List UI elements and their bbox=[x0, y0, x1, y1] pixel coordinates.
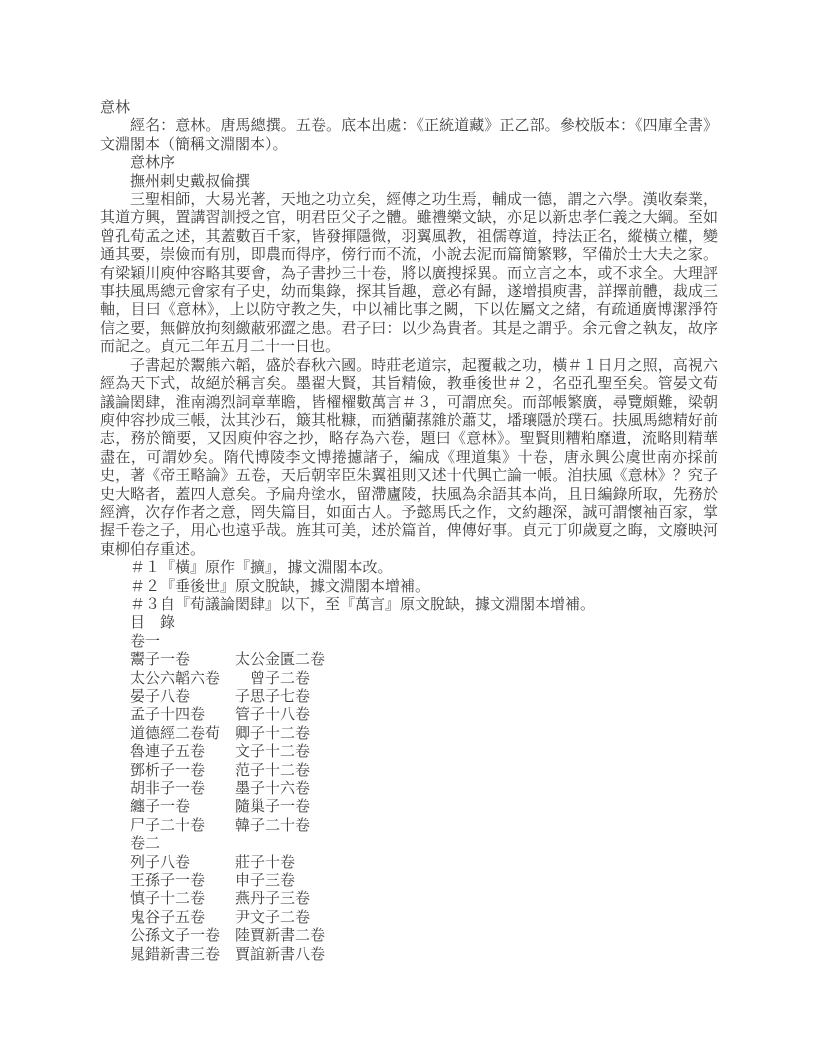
catalog-rows-1 bbox=[100, 651, 718, 835]
catalog-section-2 bbox=[100, 835, 718, 964]
preface-heading: 意林序 bbox=[130, 155, 176, 172]
catalog-heading: 目 錄 bbox=[130, 615, 176, 632]
catalog-section-label: 卷二 bbox=[130, 836, 161, 853]
catalog-row: 胡非子一卷 墨子十六卷 bbox=[130, 781, 311, 798]
catalog-row: 魯連子五卷 文子十二卷 bbox=[130, 744, 311, 761]
catalog-row: 晏子八卷 子思子七卷 bbox=[130, 689, 311, 705]
footnote-line: ＃１『橫』原作『擴』，據文淵閣本改。 bbox=[130, 560, 393, 577]
second-preface-paragraph: 子書起於鬻熊六韜，盛於春秋六國。時莊老道宗，起覆載之功，橫＃１日月之照，高視六經為天下式，故絕於稱言矣。墨翟大賢，其旨精儉，教垂後世＃２，名亞孔聖至矣。管晏文荀議論閎肆，淮南鴻烈詞章華瞻，皆櫂櫂數萬言＃３，可謂庶矣。而部帳繁廣，尋覽頗難，梁朝庾仲容抄成三帳，汰其沙石，簸其枇糠，而猶蘭蓀雜於蕭艾，墦瓖隱於璞石。扶風馬總精好前志，務於簡要，又因庾仲容之抄，略存為六卷，題曰《意林》。聖賢則糟粕靡遺，流略則精華盡在，可謂妙矣。隋代博陵李文博捲攄諸子，編成《理道集》十卷，唐永興公虞世南亦採前史，著《帝王略論》五卷，天后朝宰臣朱翼祖則又述十代興亡論一帳。洎扶風《意林》？究子史大略者，蓋四人意矣。予扁舟塗水，留滯廬陵，扶風為余語其本尚，且日編錄所取，先務於經濟，次存作者之意，罔失篇目，如面古人。予懿馬氏之作，文約趣深，誠可謂懷袖百家，掌握千卷之子，用心也遠乎哉。旌其可美，述於篇首，俾傳好事。貞元丁卯歲夏之晦，文廢映河東柳伯存重述。 bbox=[100, 357, 718, 558]
catalog-row: 尸子二十卷 韓子二十卷 bbox=[130, 817, 311, 834]
catalog-row: 鄧析子一卷 范子十二卷 bbox=[130, 762, 311, 779]
catalog-row: 孟子十四卷 管子十八卷 bbox=[130, 707, 311, 724]
catalog-rows-2 bbox=[100, 854, 718, 964]
footnote-line: ＃２『垂後世』原文脫缺，據文淵閣本增補。 bbox=[130, 578, 431, 595]
doc-title: 意林 bbox=[100, 100, 131, 116]
catalog-row: 鬻子一卷 太公金匱二卷 bbox=[130, 652, 326, 669]
catalog-row: 列子八卷 莊子十卷 bbox=[130, 854, 296, 871]
text-block bbox=[100, 99, 718, 964]
catalog-row: 慎子十二卷 燕丹子三卷 bbox=[130, 891, 311, 908]
catalog-row: 太公六韜六卷 曾子二卷 bbox=[130, 670, 311, 687]
preface-paragraph: 三聖相師，大易光著，天地之功立矣，經傳之功生焉，輔成一德，謂之六學。漢收秦業，其道方興，置講習訓授之官，明君臣父子之體。雖禮樂文缺，亦足以新忠孝仁義之大綱。至如曾孔荀孟之述，其蓋數百千家，皆發揮隱微，羽翼風教，祖儒尊道，持法正名，縱橫立權，變通其要，崇儉而有別，即農而得序，傍行而不流，小說去泥而篇簡繁夥，罕備於士大夫之家。有梁穎川庾仲容略其要會，為子書抄三十卷，將以廣搜採異。而立言之本，或不求全。大理評事扶風馬總元會家有子史，幼而集錄，探其旨趣，意必有歸，遂增損庾書，詳擇前體，裁成三軸，目曰《意林》，上以防守教之失，中以補比事之闕，下以佐屬文之緒，有疏通廣博潔淨符信之要，無僻放拘刻繳蔽邪澀之患。君子曰：以少為貴者。其是之謂乎。余元會之執友，故序而記之。貞元二年五月二十一日也。 bbox=[100, 192, 718, 356]
catalog-row: 道德經二卷荀 卿子十二卷 bbox=[130, 725, 311, 742]
catalog-row: 鬼谷子五卷 尹文子二卷 bbox=[130, 909, 311, 926]
footnote-line: ＃３自『荀議論閎肆』以下，至『萬言』原文脫缺，據文淵閣本增補。 bbox=[130, 596, 596, 613]
catalog-row: 晁錯新書三卷 賈誼新書八卷 bbox=[130, 946, 326, 963]
catalog-section-1 bbox=[100, 633, 718, 835]
catalog-row: 王孫子一卷 申子三卷 bbox=[130, 873, 296, 890]
footnotes bbox=[100, 559, 718, 614]
catalog-row: 纏子一卷 隨巢子一卷 bbox=[130, 799, 311, 816]
bibliography-note: 經名：意林。唐馬總撰。五卷。底本出處：《正統道藏》正乙部。參校版本：《四庫全書》文淵閣本（簡稱文淵閣本）。 bbox=[100, 118, 718, 153]
preface-author: 撫州刺史戴叔倫撰 bbox=[130, 173, 251, 190]
catalog-row: 公孫文子一卷 陸賈新書二卷 bbox=[130, 928, 326, 945]
catalog-section-label: 卷一 bbox=[130, 633, 161, 650]
